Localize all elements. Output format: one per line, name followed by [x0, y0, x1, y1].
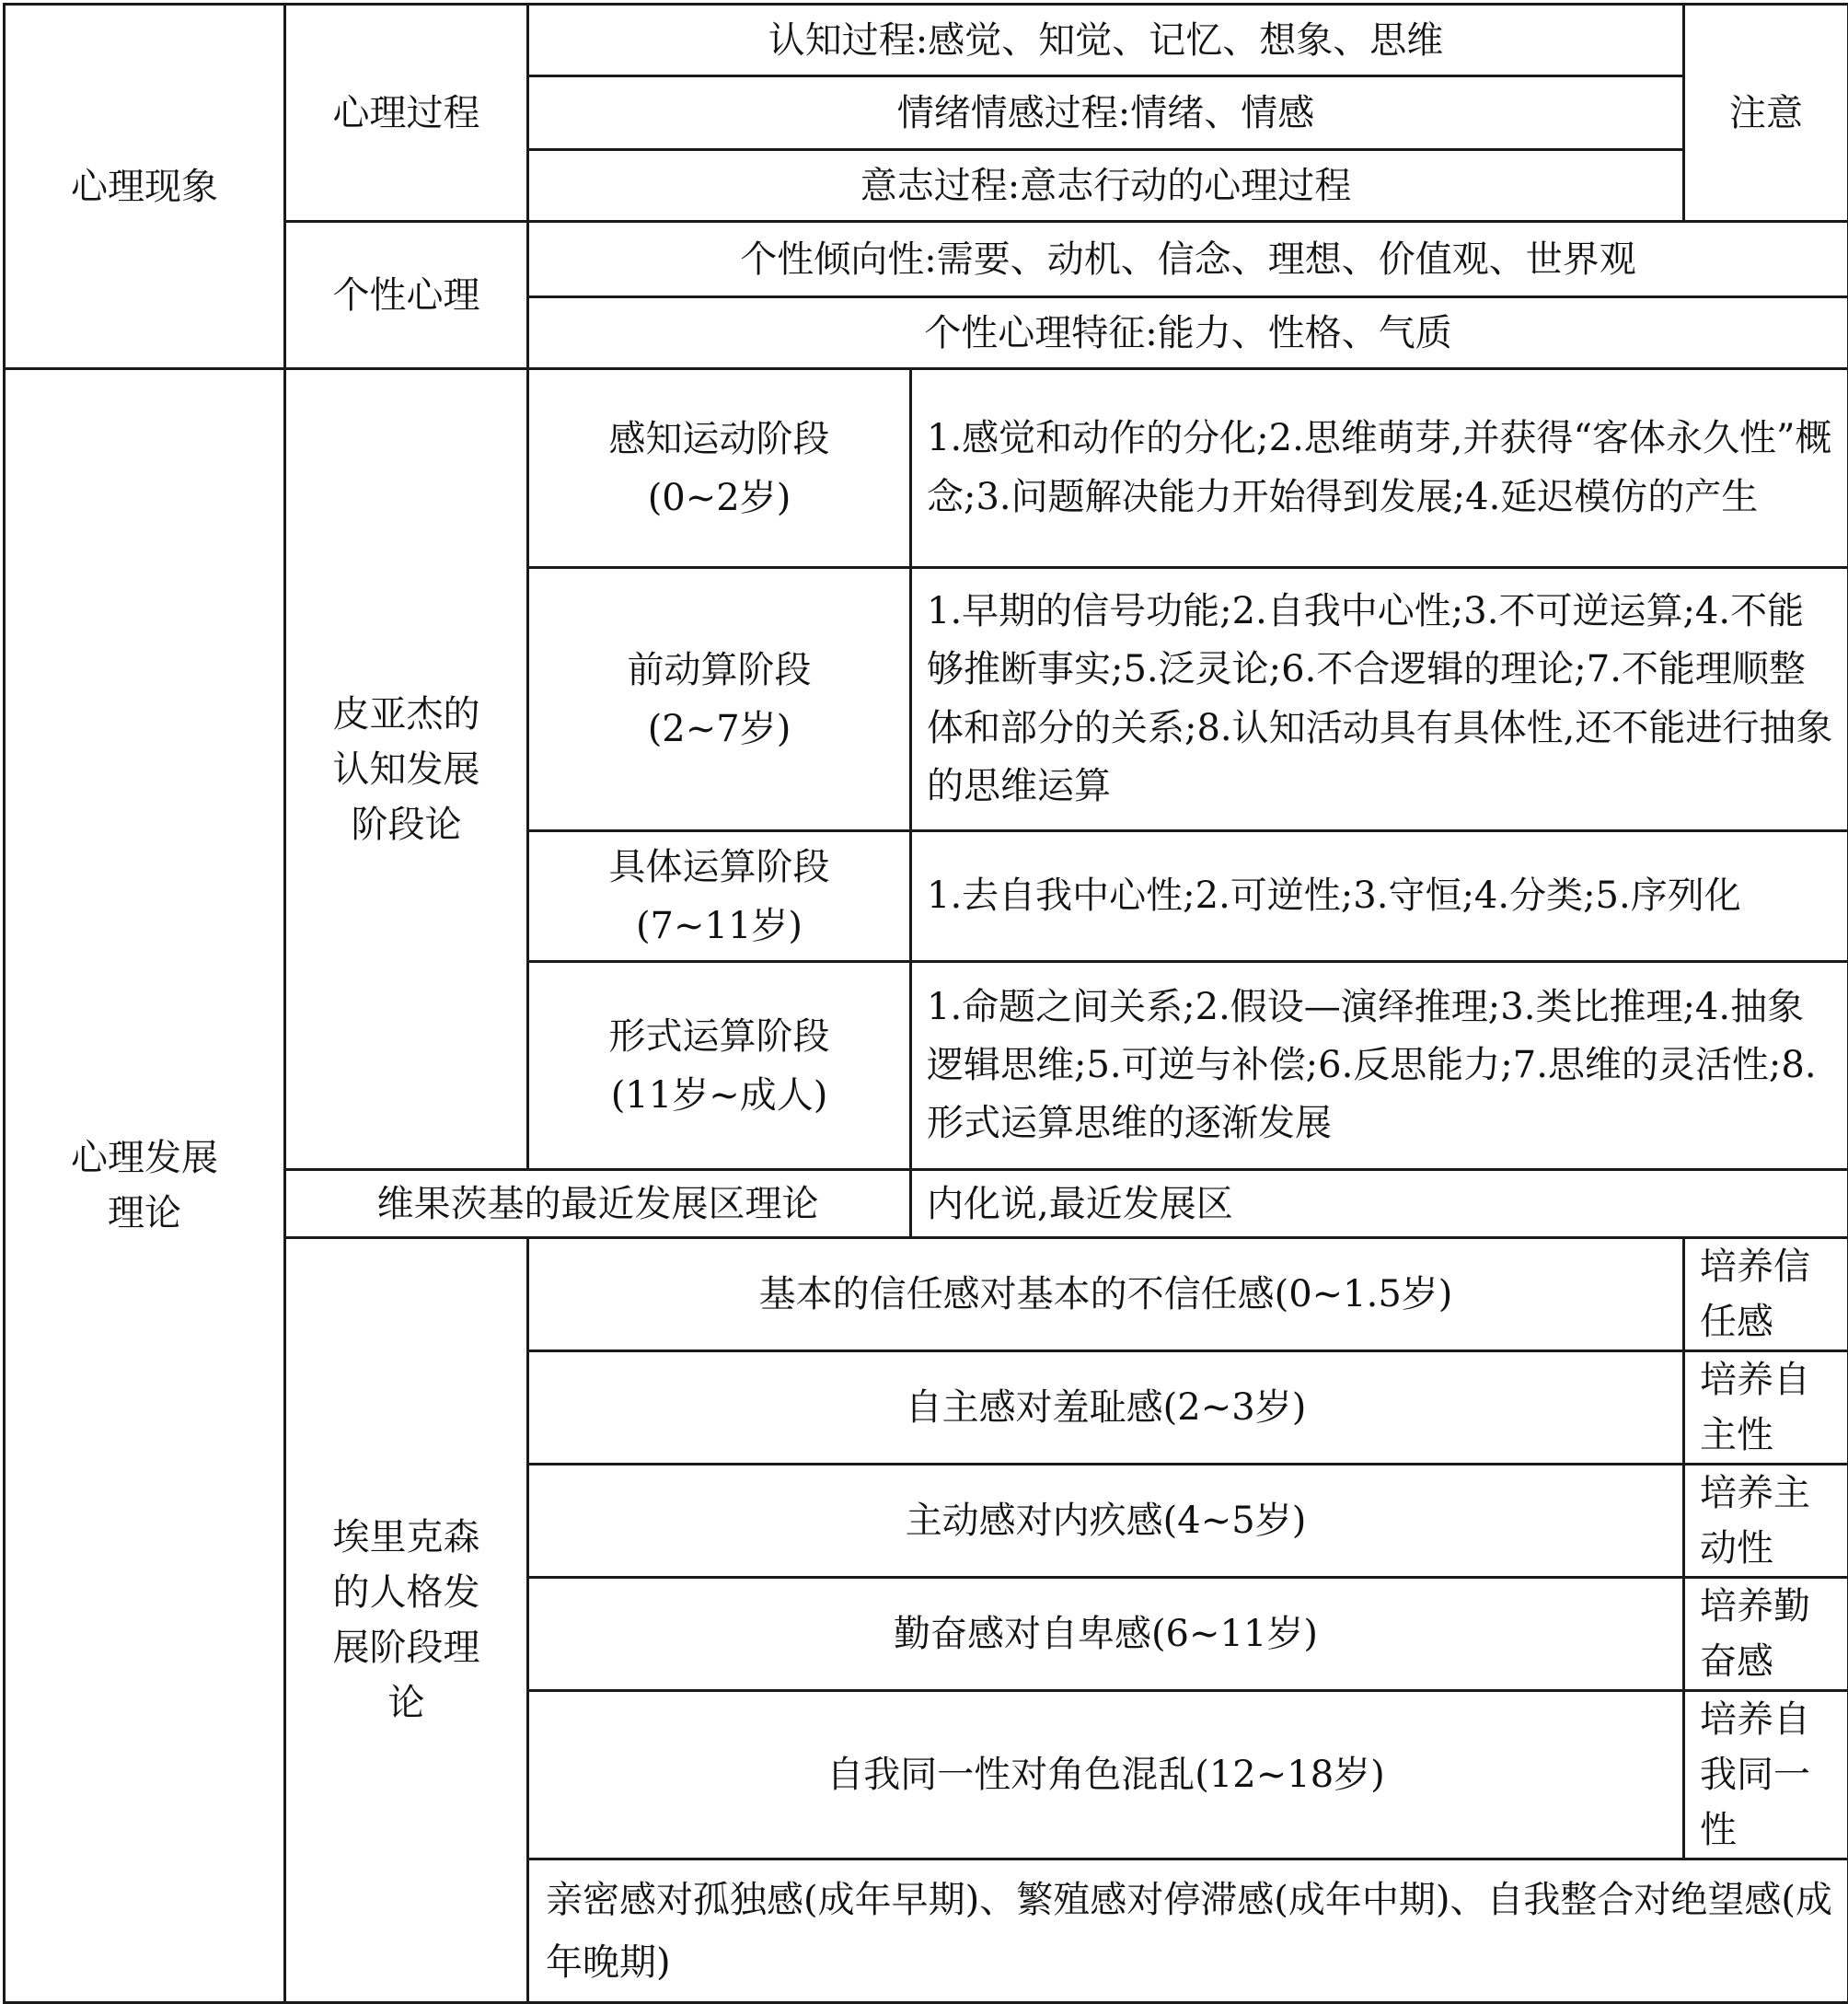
erikson-stage: 勤奋感对自卑感(6~11岁): [528, 1578, 1684, 1691]
table-row: [5, 369, 1848, 568]
piaget-stage: [528, 831, 911, 962]
stage-name: 具体运算阶段: [542, 838, 896, 897]
erikson-stage: 自主感对羞耻感(2~3岁): [528, 1351, 1684, 1465]
stage-name: 形式运算阶段: [542, 1007, 896, 1066]
stage-age: (0~2岁): [542, 469, 896, 527]
erikson-goal: 培养勤奋感: [1684, 1578, 1848, 1691]
process-will: 意志过程:意志行动的心理过程: [528, 150, 1684, 222]
stage-age: (7~11岁): [542, 897, 896, 956]
category-phenomena: 心理现象: [5, 5, 285, 369]
piaget-stage: [528, 369, 911, 568]
theory-erikson: [285, 1238, 528, 2003]
stage-age: (11岁~成人): [542, 1066, 896, 1125]
theory-piaget-label: 皮亚杰的认知发展阶段论: [321, 687, 492, 852]
erikson-stage: 基本的信任感对基本的不信任感(0~1.5岁): [528, 1238, 1684, 1351]
piaget-stage-desc: 1.去自我中心性;2.可逆性;3.守恒;4.分类;5.序列化: [911, 831, 1848, 962]
erikson-stage: 自我同一性对角色混乱(12~18岁): [528, 1691, 1684, 1859]
erikson-goal: 培养自我同一性: [1684, 1691, 1848, 1859]
theory-vygotsky: 维果茨基的最近发展区理论: [285, 1170, 911, 1238]
erikson-goal: 培养自主性: [1684, 1351, 1848, 1465]
piaget-stage: [528, 962, 911, 1170]
erikson-goal: 培养信任感: [1684, 1238, 1848, 1351]
theory-piaget: [285, 369, 528, 1170]
category-development: [5, 369, 285, 2003]
personality-traits: 个性心理特征:能力、性格、气质: [528, 297, 1848, 369]
process-cognitive: 认知过程:感觉、知觉、记忆、想象、思维: [528, 5, 1684, 76]
theory-erikson-label: 埃里克森的人格发展阶段理论: [317, 1510, 497, 1731]
process-emotion: 情绪情感过程:情绪、情感: [528, 76, 1684, 150]
category-development-label: 心理发展理论: [57, 1130, 232, 1241]
erikson-stage: 主动感对内疚感(4~5岁): [528, 1465, 1684, 1578]
erikson-goal: 培养主动性: [1684, 1465, 1848, 1578]
piaget-stage-desc: 1.早期的信号功能;2.自我中心性;3.不可逆运算;4.不能够推断事实;5.泛灵论;6.不合逻辑的理论;7.不能理顺整体和部分的关系;8.认知活动具有具体性,还不能进行抽象的思维运算: [911, 568, 1848, 831]
stage-name: 感知运动阶段: [542, 410, 896, 469]
subcategory-process: 心理过程: [285, 5, 528, 222]
vygotsky-desc: 内化说,最近发展区: [911, 1170, 1848, 1238]
piaget-stage: [528, 568, 911, 831]
piaget-stage-desc: 1.感觉和动作的分化;2.思维萌芽,并获得“客体永久性”概念;3.问题解决能力开始得到发展;4.延迟模仿的产生: [911, 369, 1848, 568]
personality-tendency: 个性倾向性:需要、动机、信念、理想、价值观、世界观: [528, 222, 1848, 297]
subcategory-personality: 个性心理: [285, 222, 528, 369]
table-row: [5, 5, 1848, 76]
erikson-later-stages: 亲密感对孤独感(成年早期)、繁殖感对停滞感(成年中期)、自我整合对绝望感(成年晚期): [528, 1859, 1848, 2003]
stage-name: 前动算阶段: [542, 641, 896, 700]
psychology-summary-table: [3, 3, 1848, 2004]
piaget-stage-desc: 1.命题之间关系;2.假设—演绎推理;3.类比推理;4.抽象逻辑思维;5.可逆与补偿;6.反思能力;7.思维的灵活性;8.形式运算思维的逐渐发展: [911, 962, 1848, 1170]
process-attention: 注意: [1684, 5, 1848, 222]
stage-age: (2~7岁): [542, 700, 896, 759]
